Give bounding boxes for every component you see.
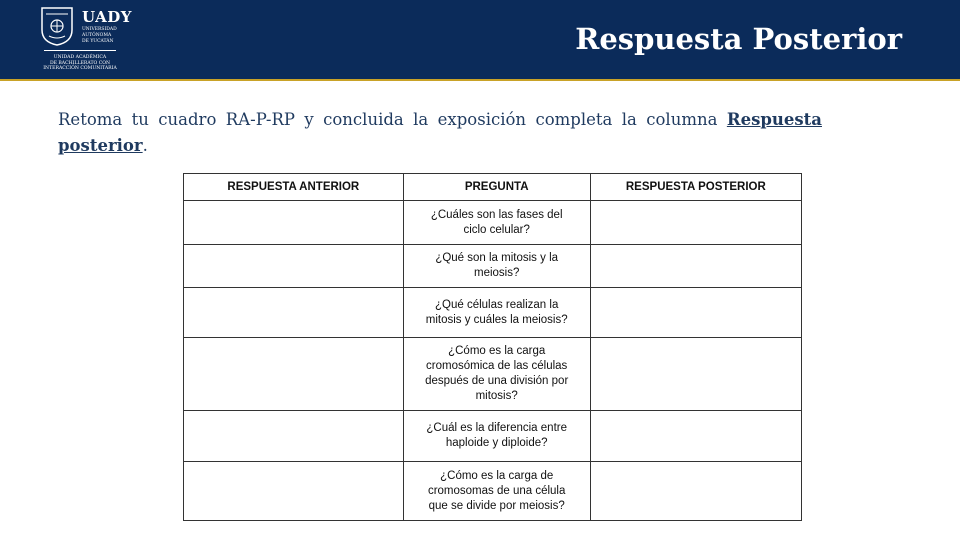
cell-question: ¿Qué son la mitosis y la meiosis? [403, 245, 590, 288]
header-bar [0, 0, 960, 79]
header-accent-rule [0, 79, 960, 81]
cell-anterior[interactable] [184, 411, 404, 462]
ra-p-rp-table [183, 173, 802, 521]
university-seal-icon [40, 6, 74, 46]
cell-question: ¿Cuáles son las fases del ciclo celular? [403, 201, 590, 245]
cell-question: ¿Cuál es la diferencia entre haploide y diploide? [403, 411, 590, 462]
cell-posterior[interactable] [590, 201, 801, 245]
cell-anterior[interactable] [184, 245, 404, 288]
col-header-posterior: RESPUESTA POSTERIOR [590, 174, 801, 201]
cell-question: ¿Cómo es la carga cromosómica de las células después de una división por mitosis? [403, 338, 590, 411]
cell-posterior[interactable] [590, 462, 801, 521]
cell-anterior[interactable] [184, 462, 404, 521]
table-row [184, 462, 802, 521]
table-row [184, 201, 802, 245]
cell-posterior[interactable] [590, 245, 801, 288]
cell-posterior[interactable] [590, 411, 801, 462]
logo-university-name: UNIVERSIDAD AUTÓNOMA DE YUCATÁN [82, 27, 117, 44]
table-header-row [184, 174, 802, 201]
cell-posterior[interactable] [590, 288, 801, 338]
cell-anterior[interactable] [184, 338, 404, 411]
uady-logo [40, 6, 132, 76]
table-row [184, 338, 802, 411]
cell-question: ¿Cómo es la carga de cromosomas de una célula que se divide por meiosis? [403, 462, 590, 521]
cell-question: ¿Qué células realizan la mitosis y cuáles la meiosis? [403, 288, 590, 338]
table-row [184, 245, 802, 288]
logo-unit-name: UNIDAD ACADÉMICA DE BACHILLERATO CON INTERACCIÓN COMUNITARIA [43, 55, 117, 72]
table-row [184, 411, 802, 462]
col-header-anterior: RESPUESTA ANTERIOR [184, 174, 404, 201]
table-row [184, 288, 802, 338]
cell-anterior[interactable] [184, 201, 404, 245]
page-title: Respuesta Posterior [575, 22, 902, 56]
logo-divider [44, 50, 116, 51]
instruction-text: Retoma tu cuadro RA-P-RP y concluida la exposición completa la columna Respuesta posterior. [58, 110, 822, 155]
col-header-pregunta: PREGUNTA [403, 174, 590, 201]
cell-anterior[interactable] [184, 288, 404, 338]
logo-acronym: UADY [82, 8, 132, 26]
instruction-emphasis: Respuesta posterior [58, 110, 822, 155]
cell-posterior[interactable] [590, 338, 801, 411]
